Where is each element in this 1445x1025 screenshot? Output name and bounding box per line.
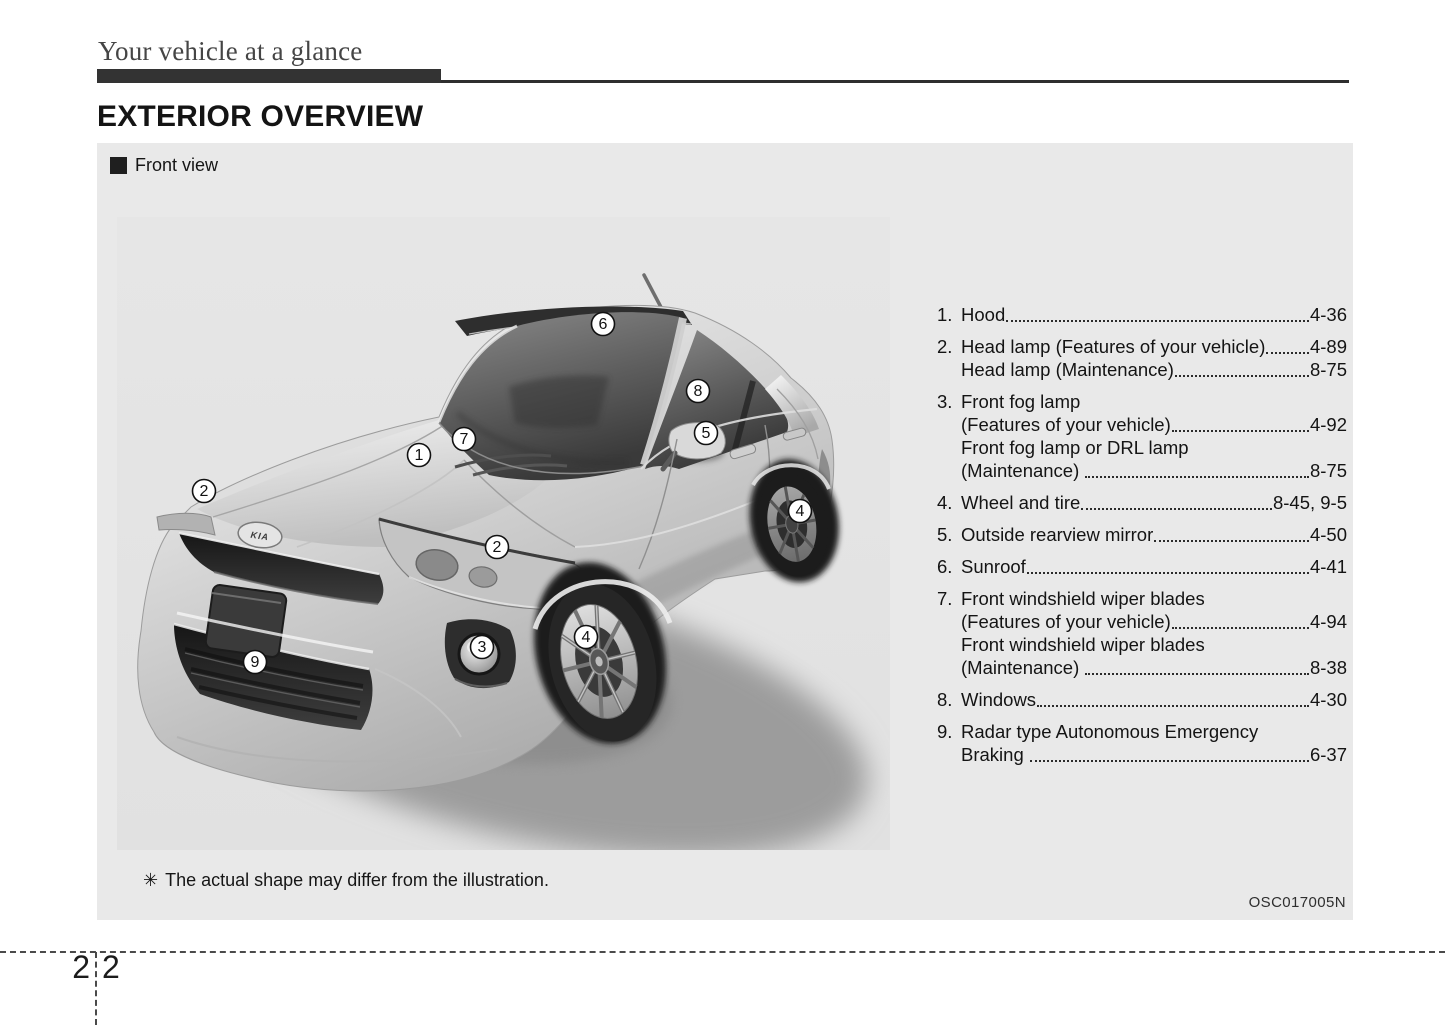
item-line [961,335,1347,358]
svg-text:9: 9 [250,654,260,671]
item-number: 2. [937,336,953,357]
callout-9 [244,651,267,674]
dot-leader [1027,572,1309,574]
item-page-ref: 8-38 [1309,657,1347,678]
footer-dashed-divider [95,952,97,1025]
square-bullet-icon [110,157,127,174]
item-page-ref: 6-37 [1309,744,1347,765]
item-line [961,390,1347,413]
svg-text:1: 1 [414,447,424,464]
item-page-ref: 4-41 [1309,556,1347,577]
callout-2 [486,536,509,559]
item-body [961,491,1347,514]
svg-text:4: 4 [795,503,805,520]
parts-list-item [937,720,1347,766]
front-view-text: Front view [135,155,219,175]
item-page-ref: 8-75 [1309,460,1347,481]
item-text: Wheel and tire [961,492,1081,513]
kia-badge-text: KIA [250,529,270,543]
item-page-ref: 8-45, 9-5 [1272,492,1347,513]
callout-4 [789,500,812,523]
item-number: 1. [937,304,953,325]
callout-2 [193,480,216,503]
item-body [961,390,1347,482]
item-text: Hood [961,304,1006,325]
item-body [961,587,1347,679]
parts-list-item [937,555,1347,578]
item-number: 3. [937,391,953,412]
item-text: Radar type Autonomous Emergency [961,721,1259,742]
dot-leader [1154,540,1309,542]
item-page-ref: 4-89 [1309,336,1347,357]
header-rule [97,69,1349,83]
item-line [961,656,1347,679]
callout-3 [471,636,494,659]
footer-chapter-number: 2 [72,949,90,985]
item-line [961,555,1347,578]
item-text: (Features of your vehicle) [961,611,1171,632]
item-number: 5. [937,524,953,545]
chapter-title: Your vehicle at a glance [98,36,363,66]
item-line [961,610,1347,633]
item-number: 9. [937,721,953,742]
item-text: Head lamp (Features of your vehicle) [961,336,1266,357]
footer-page-number: 2 [102,949,120,985]
item-text: (Features of your vehicle) [961,414,1171,435]
item-text: Sunroof [961,556,1026,577]
parts-list-item [937,688,1347,711]
item-body [961,303,1347,326]
item-line [961,523,1347,546]
item-line [961,358,1347,381]
item-body [961,555,1347,578]
item-line [961,459,1347,482]
item-text: Front windshield wiper blades [961,588,1205,609]
svg-text:6: 6 [598,316,608,333]
item-line [961,413,1347,436]
svg-text:4: 4 [581,629,591,646]
section-title: EXTERIOR OVERVIEW [97,100,424,133]
item-line [961,587,1347,610]
item-page-ref: 8-75 [1309,359,1347,380]
svg-text:2: 2 [199,483,209,500]
item-number: 7. [937,588,953,609]
item-text: Front fog lamp [961,391,1081,412]
item-body [961,335,1347,381]
dot-leader [1175,375,1309,377]
item-number: 6. [937,556,953,577]
svg-text:2: 2 [492,539,502,556]
parts-list-item [937,523,1347,546]
item-line [961,720,1347,743]
item-text: Front fog lamp or DRL lamp [961,437,1189,458]
item-text: Outside rearview mirror [961,524,1154,545]
item-page-ref: 4-50 [1309,524,1347,545]
item-line [961,633,1347,656]
svg-text:3: 3 [477,639,487,656]
parts-list-item [937,303,1347,326]
svg-text:5: 5 [701,425,711,442]
image-code: OSC017005N [1248,894,1346,911]
dot-leader [1085,673,1309,675]
item-line [961,436,1347,459]
item-number: 8. [937,689,953,710]
item-body [961,720,1347,766]
item-text: Windows [961,689,1037,710]
note-text: The actual shape may differ from the illustration. [165,870,549,890]
parts-list-item [937,335,1347,381]
item-page-ref: 4-94 [1309,611,1347,632]
note-asterisk-icon: ✳ [143,870,159,891]
callout-5 [695,422,718,445]
item-text: Head lamp (Maintenance) [961,359,1174,380]
callout-8 [687,380,710,403]
callout-1 [408,444,431,467]
item-text: Braking [961,744,1029,765]
parts-list-item [937,390,1347,482]
item-text: (Maintenance) [961,460,1085,481]
front-view-label [110,155,218,176]
item-text: (Maintenance) [961,657,1085,678]
dot-leader [1081,508,1272,510]
dot-leader [1266,352,1309,354]
callout-4 [575,626,598,649]
item-line [961,303,1347,326]
dot-leader [1030,760,1309,762]
dot-leader [1037,705,1309,707]
item-line [961,688,1347,711]
callout-6 [592,313,615,336]
item-text: Front windshield wiper blades [961,634,1205,655]
header-rule-thick [97,69,441,83]
dot-leader [1085,476,1309,478]
parts-list-item [937,491,1347,514]
item-body [961,688,1347,711]
item-line [961,491,1347,514]
item-page-ref: 4-30 [1309,689,1347,710]
svg-text:7: 7 [459,431,469,448]
figure-panel [97,143,1353,920]
parts-index-list [937,303,1347,775]
parts-list-item [937,587,1347,679]
callout-7 [453,428,476,451]
item-line [961,743,1347,766]
dot-leader [1172,430,1309,432]
figure-note [143,870,549,891]
item-body [961,523,1347,546]
svg-text:8: 8 [693,383,703,400]
item-page-ref: 4-92 [1309,414,1347,435]
footer-dashed-line [0,951,1445,953]
item-number: 4. [937,492,953,513]
dot-leader [1006,320,1309,322]
car-illustration [117,217,890,850]
item-page-ref: 4-36 [1309,304,1347,325]
dot-leader [1172,627,1309,629]
